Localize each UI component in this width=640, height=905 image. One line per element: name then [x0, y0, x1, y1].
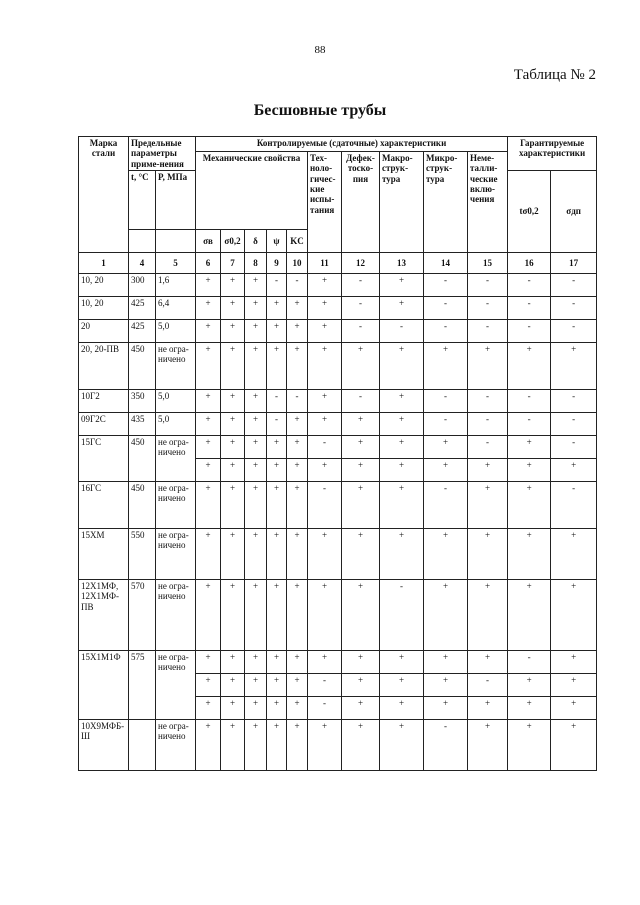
cell-value: -: [287, 274, 308, 297]
cell-value: -: [551, 413, 597, 436]
cell-value: -: [267, 413, 287, 436]
cell-value: +: [245, 720, 267, 771]
header-blank-t: [129, 230, 156, 253]
column-number: 6: [196, 253, 221, 274]
table-row: [79, 482, 597, 529]
cell-value: +: [342, 413, 380, 436]
cell-value: +: [342, 720, 380, 771]
cell-value: -: [551, 482, 597, 529]
cell-value: -: [424, 297, 468, 320]
column-number-row: [79, 253, 597, 274]
cell-value: +: [380, 651, 424, 674]
cell-value: -: [468, 274, 508, 297]
cell-value: +: [221, 651, 245, 674]
cell-value: +: [245, 482, 267, 529]
cell-temperature: 450: [129, 482, 156, 529]
column-number: 14: [424, 253, 468, 274]
cell-value: -: [342, 320, 380, 343]
header-nonmetallic: Неме-талли-ческие вклю-чения: [468, 152, 508, 253]
cell-value: -: [424, 413, 468, 436]
cell-value: +: [196, 674, 221, 697]
cell-value: +: [342, 580, 380, 651]
cell-value: +: [287, 320, 308, 343]
cell-value: -: [551, 320, 597, 343]
column-number: 13: [380, 253, 424, 274]
cell-pressure: не огра-ничено: [156, 651, 196, 720]
cell-temperature: 450: [129, 436, 156, 482]
cell-value: +: [267, 482, 287, 529]
cell-value: -: [424, 320, 468, 343]
cell-value: -: [508, 390, 551, 413]
cell-value: +: [287, 436, 308, 459]
cell-steel-grade: 09Г2С: [79, 413, 129, 436]
cell-value: +: [468, 343, 508, 390]
header-macrostructure: Макро-струк-тура: [380, 152, 424, 253]
cell-value: -: [551, 274, 597, 297]
cell-value: +: [196, 459, 221, 482]
cell-value: +: [424, 580, 468, 651]
cell-steel-grade: 15ГС: [79, 436, 129, 482]
cell-value: +: [221, 413, 245, 436]
cell-value: +: [287, 580, 308, 651]
cell-pressure: 5,0: [156, 390, 196, 413]
column-number: 1: [79, 253, 129, 274]
cell-value: +: [267, 580, 287, 651]
cell-value: +: [196, 390, 221, 413]
cell-value: -: [508, 651, 551, 674]
cell-value: +: [221, 459, 245, 482]
cell-value: +: [196, 274, 221, 297]
cell-temperature: 575: [129, 651, 156, 720]
cell-value: -: [267, 390, 287, 413]
cell-value: +: [221, 436, 245, 459]
cell-value: -: [308, 697, 342, 720]
cell-temperature: 425: [129, 320, 156, 343]
cell-pressure: не огра-ничено: [156, 343, 196, 390]
cell-value: +: [551, 720, 597, 771]
cell-value: +: [245, 413, 267, 436]
cell-value: +: [424, 697, 468, 720]
cell-value: -: [468, 413, 508, 436]
cell-temperature: 300: [129, 274, 156, 297]
table-row: [79, 320, 597, 343]
header-guaranteed: Гарантируемые характеристики: [508, 137, 597, 171]
cell-value: +: [380, 459, 424, 482]
cell-value: +: [221, 343, 245, 390]
cell-value: +: [196, 651, 221, 674]
table-row: [79, 274, 597, 297]
cell-temperature: 570: [129, 580, 156, 651]
cell-value: -: [551, 297, 597, 320]
cell-value: +: [342, 482, 380, 529]
cell-value: -: [508, 413, 551, 436]
cell-value: +: [245, 320, 267, 343]
cell-value: +: [196, 413, 221, 436]
cell-steel-grade: 10, 20: [79, 297, 129, 320]
cell-value: +: [551, 529, 597, 580]
cell-value: +: [267, 697, 287, 720]
cell-value: +: [380, 413, 424, 436]
cell-value: +: [342, 674, 380, 697]
cell-steel-grade: 15Х1М1Ф: [79, 651, 129, 720]
table-row: [79, 529, 597, 580]
cell-value: +: [508, 720, 551, 771]
header-psi: ψ: [267, 230, 287, 253]
cell-value: +: [380, 529, 424, 580]
cell-pressure: не огра-ничено: [156, 436, 196, 482]
cell-steel-grade: 20, 20-ПВ: [79, 343, 129, 390]
column-number: 17: [551, 253, 597, 274]
cell-value: +: [551, 674, 597, 697]
cell-value: +: [380, 343, 424, 390]
cell-value: +: [508, 580, 551, 651]
cell-value: +: [196, 529, 221, 580]
column-number: 7: [221, 253, 245, 274]
cell-value: -: [424, 390, 468, 413]
cell-value: -: [424, 482, 468, 529]
table-row: [79, 390, 597, 413]
cell-value: -: [468, 674, 508, 697]
cell-value: -: [468, 320, 508, 343]
cell-value: +: [424, 436, 468, 459]
cell-pressure: не огра-ничено: [156, 720, 196, 771]
cell-value: +: [424, 651, 468, 674]
column-number: 15: [468, 253, 508, 274]
column-number: 10: [287, 253, 308, 274]
cell-value: -: [468, 390, 508, 413]
cell-value: -: [508, 297, 551, 320]
cell-temperature: 350: [129, 390, 156, 413]
cell-value: +: [380, 720, 424, 771]
cell-value: +: [287, 459, 308, 482]
cell-steel-grade: 10Х9МФБ-Ш: [79, 720, 129, 771]
cell-value: +: [196, 697, 221, 720]
cell-value: +: [267, 651, 287, 674]
cell-value: +: [221, 697, 245, 720]
cell-value: +: [196, 580, 221, 651]
cell-value: +: [308, 390, 342, 413]
cell-value: +: [508, 343, 551, 390]
cell-value: +: [287, 674, 308, 697]
cell-value: +: [221, 274, 245, 297]
cell-value: +: [380, 274, 424, 297]
cell-value: +: [342, 651, 380, 674]
cell-value: +: [287, 297, 308, 320]
cell-value: +: [287, 413, 308, 436]
cell-value: +: [308, 529, 342, 580]
cell-value: +: [267, 674, 287, 697]
cell-value: +: [380, 390, 424, 413]
cell-value: +: [308, 459, 342, 482]
cell-value: +: [287, 482, 308, 529]
cell-value: +: [308, 274, 342, 297]
cell-value: -: [424, 274, 468, 297]
column-number: 8: [245, 253, 267, 274]
table-header: [79, 137, 597, 274]
cell-value: +: [468, 529, 508, 580]
cell-value: +: [196, 320, 221, 343]
cell-value: +: [468, 459, 508, 482]
table-row: [79, 651, 597, 674]
cell-value: +: [508, 529, 551, 580]
cell-value: -: [380, 580, 424, 651]
cell-value: +: [551, 459, 597, 482]
table-body: [79, 274, 597, 771]
cell-value: +: [221, 580, 245, 651]
cell-value: +: [424, 459, 468, 482]
cell-value: +: [245, 529, 267, 580]
header-steel-grade: Марка стали: [79, 137, 129, 253]
cell-value: -: [551, 390, 597, 413]
cell-value: +: [245, 343, 267, 390]
cell-value: +: [551, 343, 597, 390]
header-defectoscopy: Дефек-тоско-пия: [342, 152, 380, 253]
cell-value: -: [508, 274, 551, 297]
column-number: 9: [267, 253, 287, 274]
cell-value: +: [508, 436, 551, 459]
cell-value: +: [468, 580, 508, 651]
cell-value: +: [221, 529, 245, 580]
column-number: 16: [508, 253, 551, 274]
header-t-sigma-02: tσ0,2: [508, 171, 551, 253]
cell-value: +: [308, 413, 342, 436]
cell-value: -: [308, 482, 342, 529]
cell-value: +: [380, 674, 424, 697]
cell-value: -: [308, 674, 342, 697]
cell-value: -: [342, 297, 380, 320]
cell-value: +: [308, 320, 342, 343]
cell-value: +: [287, 651, 308, 674]
table-row: [79, 297, 597, 320]
cell-pressure: 6,4: [156, 297, 196, 320]
cell-value: +: [287, 343, 308, 390]
table-row: [79, 436, 597, 459]
cell-value: +: [196, 436, 221, 459]
cell-temperature: 550: [129, 529, 156, 580]
table-row: [79, 720, 597, 771]
cell-pressure: 1,6: [156, 274, 196, 297]
cell-value: -: [468, 436, 508, 459]
cell-value: -: [380, 320, 424, 343]
cell-steel-grade: 10Г2: [79, 390, 129, 413]
cell-value: -: [468, 297, 508, 320]
header-p: P, МПа: [156, 171, 196, 230]
header-blank-p: [156, 230, 196, 253]
cell-value: +: [380, 297, 424, 320]
cell-value: +: [196, 297, 221, 320]
cell-value: +: [245, 390, 267, 413]
cell-value: +: [245, 459, 267, 482]
header-kc: KC: [287, 230, 308, 253]
cell-pressure: 5,0: [156, 320, 196, 343]
cell-value: +: [424, 529, 468, 580]
column-number: 11: [308, 253, 342, 274]
cell-value: +: [267, 343, 287, 390]
table-row: [79, 580, 597, 651]
cell-steel-grade: 16ГС: [79, 482, 129, 529]
cell-value: +: [221, 674, 245, 697]
cell-value: +: [245, 651, 267, 674]
cell-value: +: [267, 320, 287, 343]
cell-value: +: [308, 343, 342, 390]
cell-value: +: [245, 274, 267, 297]
cell-value: -: [287, 390, 308, 413]
column-number: 4: [129, 253, 156, 274]
cell-value: +: [380, 697, 424, 720]
cell-value: +: [287, 529, 308, 580]
cell-temperature: 450: [129, 343, 156, 390]
cell-value: +: [551, 580, 597, 651]
column-number: 5: [156, 253, 196, 274]
column-number: 12: [342, 253, 380, 274]
cell-value: +: [221, 720, 245, 771]
cell-value: +: [508, 482, 551, 529]
cell-pressure: 5,0: [156, 413, 196, 436]
cell-value: +: [342, 529, 380, 580]
cell-value: +: [342, 697, 380, 720]
cell-value: +: [245, 297, 267, 320]
cell-value: -: [551, 436, 597, 459]
table-row: [79, 343, 597, 390]
cell-value: +: [308, 580, 342, 651]
cell-value: +: [342, 343, 380, 390]
header-delta: δ: [245, 230, 267, 253]
document-title: Бесшовные трубы: [253, 102, 387, 119]
cell-value: +: [196, 720, 221, 771]
cell-temperature: 435: [129, 413, 156, 436]
table-row: [79, 413, 597, 436]
cell-value: +: [468, 720, 508, 771]
cell-value: +: [468, 697, 508, 720]
cell-value: +: [245, 436, 267, 459]
cell-value: +: [196, 482, 221, 529]
cell-pressure: не огра-ничено: [156, 482, 196, 529]
header-sigma-dp: σдп: [551, 171, 597, 253]
cell-value: +: [508, 697, 551, 720]
cell-value: +: [468, 482, 508, 529]
cell-value: +: [508, 459, 551, 482]
cell-value: +: [468, 651, 508, 674]
cell-value: +: [196, 343, 221, 390]
cell-value: +: [221, 320, 245, 343]
cell-value: +: [245, 674, 267, 697]
cell-value: +: [424, 674, 468, 697]
table-label: Таблица № 2: [513, 67, 596, 83]
cell-value: +: [267, 297, 287, 320]
cell-steel-grade: 10, 20: [79, 274, 129, 297]
seamless-pipes-table: [78, 136, 597, 771]
cell-temperature: [129, 720, 156, 771]
cell-value: -: [267, 274, 287, 297]
cell-value: +: [221, 482, 245, 529]
cell-value: +: [221, 390, 245, 413]
header-microstructure: Микро-струк-тура: [424, 152, 468, 253]
header-limit-params: Предельные параметры приме-нения: [129, 137, 196, 171]
header-controlled: Контролируемые (сдаточные) характеристики: [196, 137, 508, 152]
cell-value: +: [267, 720, 287, 771]
cell-value: +: [308, 297, 342, 320]
cell-pressure: не огра-ничено: [156, 580, 196, 651]
header-sigma-02: σ0,2: [221, 230, 245, 253]
cell-value: +: [245, 580, 267, 651]
cell-temperature: 425: [129, 297, 156, 320]
cell-value: +: [380, 482, 424, 529]
cell-value: +: [342, 459, 380, 482]
cell-value: +: [380, 436, 424, 459]
cell-value: +: [267, 529, 287, 580]
cell-value: +: [245, 697, 267, 720]
header-sigma-b: σв: [196, 230, 221, 253]
cell-value: -: [342, 390, 380, 413]
cell-value: +: [287, 697, 308, 720]
cell-value: +: [267, 459, 287, 482]
cell-value: +: [342, 436, 380, 459]
cell-pressure: не огра-ничено: [156, 529, 196, 580]
header-technological: Тех-ноло-гичес-кие испы-тания: [308, 152, 342, 253]
cell-steel-grade: 12Х1МФ, 12Х1МФ-ПВ: [79, 580, 129, 651]
cell-value: -: [308, 436, 342, 459]
cell-value: +: [551, 697, 597, 720]
cell-value: -: [424, 720, 468, 771]
cell-value: -: [342, 274, 380, 297]
cell-value: +: [221, 297, 245, 320]
page-number: 88: [314, 44, 326, 56]
header-t: t, °C: [129, 171, 156, 230]
cell-value: +: [508, 674, 551, 697]
cell-steel-grade: 20: [79, 320, 129, 343]
cell-value: +: [424, 343, 468, 390]
cell-value: +: [551, 651, 597, 674]
cell-value: +: [287, 720, 308, 771]
cell-value: +: [267, 436, 287, 459]
cell-value: +: [308, 720, 342, 771]
cell-value: -: [508, 320, 551, 343]
cell-value: +: [308, 651, 342, 674]
cell-steel-grade: 15ХМ: [79, 529, 129, 580]
header-mechanical: Механические свойства: [196, 152, 308, 230]
